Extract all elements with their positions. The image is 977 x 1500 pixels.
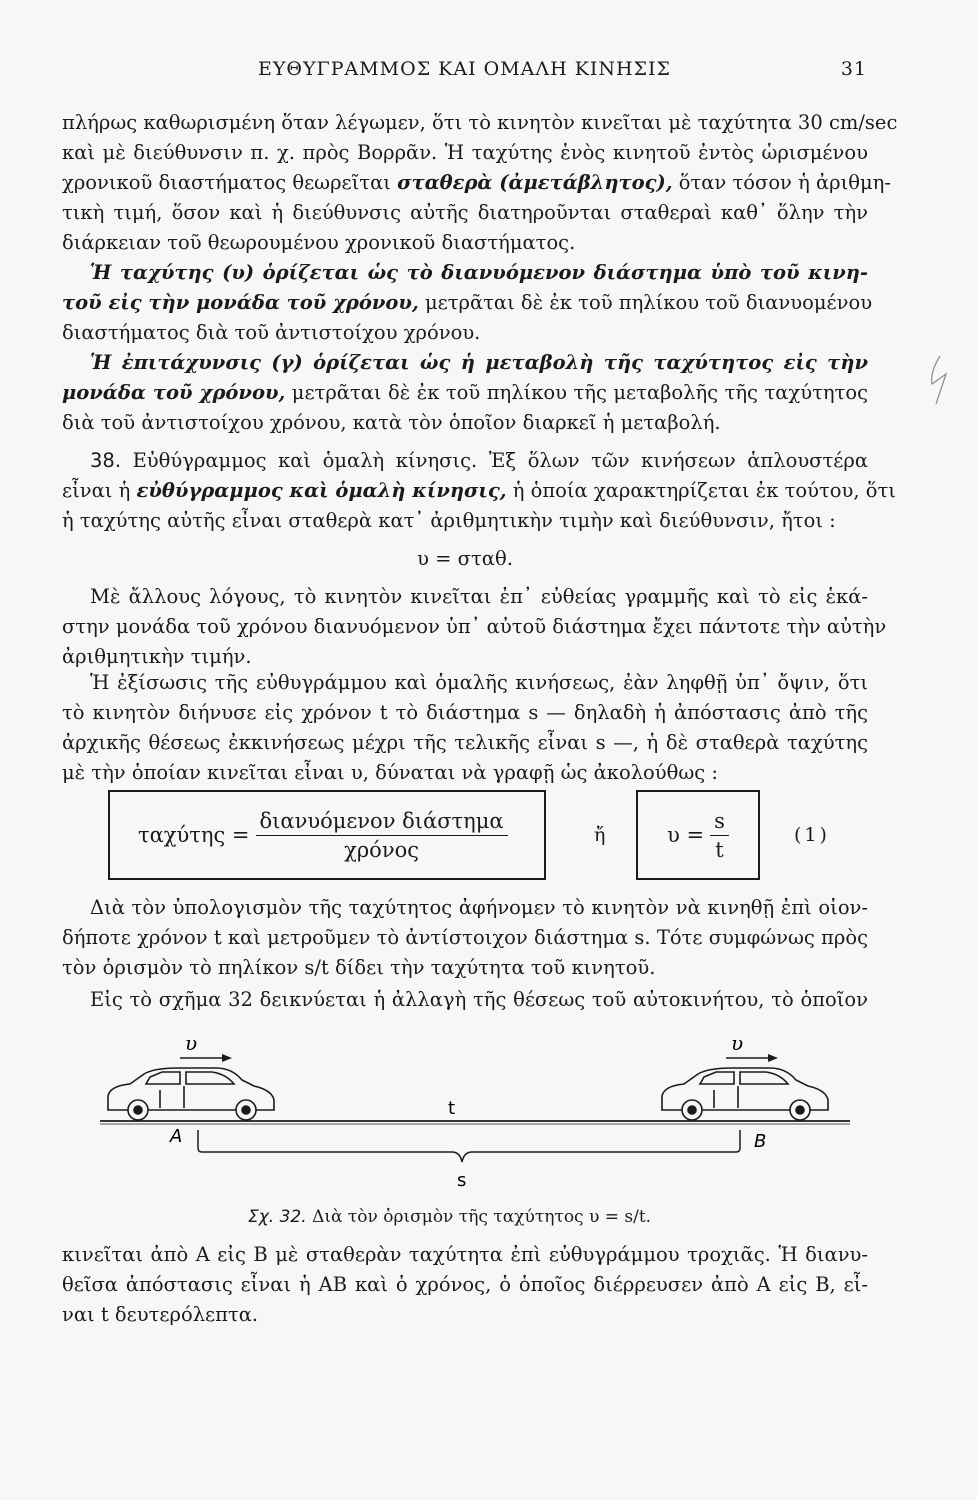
car-right [662,1068,828,1120]
page-number: 31 [840,58,867,80]
figure-caption [248,1207,651,1227]
emphasis-constant: σταθερὰ (ἀμετάβλητος), [397,171,673,194]
text-line: ναι t δευτερόλεπτα. [62,1303,259,1326]
velocity-arrow-left [180,1054,232,1062]
text-line: τικὴ τιμή, ὅσον καὶ ἡ διεύθυνσις αὐτῆς διατηροῦνται σταθεραὶ καθ᾽ ὅλην τὴν [62,201,868,224]
equation-den-t: t [715,837,724,862]
car-left [108,1068,274,1120]
text-line: Ἡ ἐξίσωσις τῆς εὐθυγράμμου καὶ ὁμαλῆς κινήσεως, ἐὰν ληφθῇ ὑπ᾽ ὄψιν, ὅτι [90,671,868,694]
paragraph-acceleration-definition [62,348,868,438]
margin-pencil-mark [918,352,958,412]
chapter-title: ΕΥΘΥΓΡΑΜΜΟΣ ΚΑΙ ΟΜΑΛΗ ΚΙΝΗΣΙΣ [258,58,671,80]
velocity-arrow-right [726,1054,778,1062]
text-line: Ἡ ταχύτης (υ) ὁρίζεται ὡς τὸ διανυόμενον διάστημα ὑπὸ τοῦ κινη- [90,261,868,284]
caption-label: Σχ. 32. [248,1207,307,1227]
text-line: πλήρως καθωρισμένη ὅταν λέγωμεν, ὅτι τὸ κινητὸν κινεῖται μὲ ταχύτητα 30 cm/sec [62,111,898,134]
text-line: διάρκειαν τοῦ θεωρουμένου χρονικοῦ διαστήματος. [62,231,576,254]
text-line: εἶναι ἡ εὐθύγραμμος καὶ ὁμαλὴ κίνησις, ἡ ὁποία χαρακτηρίζεται ἐκ τούτου, ὅτι [62,479,896,502]
text-line: Ἡ ἐπιτάχυνσις (γ) ὁρίζεται ὡς ἡ μεταβολὴ τῆς ταχύτητος εἰς τὴν [90,351,868,374]
paragraph-velocity-definition [62,258,873,348]
text-line: κινεῖται ἀπὸ Α εἰς Β μὲ σταθερὰν ταχύτητα ἐπὶ εὐθυγράμμου τροχιᾶς. Ἡ διανυ- [62,1243,868,1266]
caption-text: Διὰ τὸν ὁρισμὸν τῆς ταχύτητος υ = s/t. [312,1207,652,1227]
paragraph-equation-intro [62,668,868,788]
text-line: ἀρχικῆς θέσεως ἐκκινήσεως μέχρι τῆς τελικῆς εἶναι s —, ἡ δὲ σταθερὰ ταχύτης [62,731,868,754]
text-line: καὶ μὲ διεύθυνσιν π. χ. πρὸς Βορρᾶν. Ἡ ταχύτης ἑνὸς κινητοῦ ἐντὸς ὡρισμένου [62,141,868,164]
velocity-label-right: υ [731,1031,744,1055]
equation-numerator: διανυόμενον διάστημα [256,809,508,836]
text-line: Εἰς τὸ σχῆμα 32 δεικνύεται ἡ ἀλλαγὴ τῆς θέσεως τοῦ αὐτοκινήτου, τὸ ὁποῖον [90,988,868,1011]
text-line: διὰ τοῦ ἀντιστοίχου χρόνου, κατὰ τὸν ὁποῖον διαρκεῖ ἡ μεταβολή. [62,411,721,434]
section-heading-line: 38. Εὐθύγραμμος καὶ ὁμαλὴ κίνησις. Ἐξ ὅλων τῶν κινήσεων ἁπλουστέρα [90,449,869,472]
text-line: χρονικοῦ διαστήματος θεωρεῖται σταθερὰ (ἀμετάβλητος), ὅταν τόσον ἡ ἀριθμη- [62,171,891,194]
equation-num-s: s [710,809,729,836]
paragraph-speed-definition [62,108,898,258]
constant-velocity-formula: υ = σταθ. [417,547,513,570]
paragraph-figure-intro [62,985,868,1015]
text-line: θεῖσα ἀπόστασις εἶναι ἡ ΑΒ καὶ ὁ χρόνος, ὁ ὁποῖος διέρρευσεν ἀπὸ Α εἰς Β, εἶ- [62,1273,868,1296]
point-a-label: A [170,1126,183,1147]
text-line: Μὲ ἄλλους λόγους, τὸ κινητὸν κινεῖται ἐπ᾽ εὐθείας γραμμῆς καὶ τὸ εἰς ἑκά- [90,585,868,608]
text-line: Διὰ τὸν ὑπολογισμὸν τῆς ταχύτητος ἀφήνομεν τὸ κινητὸν νὰ κινηθῇ ἐπὶ οἱον- [90,896,868,919]
distance-label: s [457,1170,467,1191]
equation-lhs-symbol: υ = [667,823,705,847]
paragraph-other-words [62,582,887,672]
text-line: τοῦ εἰς τὴν μονάδα τοῦ χρόνου, μετρᾶται δὲ ἐκ τοῦ πηλίκου τοῦ διανυομένου [62,291,873,314]
symbolic-equation-box [636,790,760,880]
text-line: στην μονάδα τοῦ χρόνου διανυόμενον ὑπ᾽ αὐτοῦ διάστημα ἔχει πάντοτε τὴν αὐτὴν [62,615,887,638]
equation-1 [108,790,868,890]
equation-lhs: ταχύτης = [138,823,250,847]
section-38 [62,446,896,574]
text-line: μὲ τὴν ὁποίαν κινεῖται εἶναι υ, δύναται νὰ γραφῇ ὡς ἀκολούθως : [62,761,718,784]
text-line: διαστήματος διὰ τοῦ ἀντιστοίχου χρόνου. [62,321,481,344]
paragraph-figure-explanation [62,1240,868,1330]
equation-or: ἤ [594,824,606,846]
point-b-label: B [754,1131,767,1152]
distance-brace [198,1130,740,1162]
text-line: ἀριθμητικὴν τιμήν. [62,645,252,668]
verbal-equation-box [108,790,546,880]
text-line: τὸν ὁρισμὸν τὸ πηλίκον s/t δίδει τὴν ταχύτητα τοῦ κινητοῦ. [62,956,656,979]
equation-fraction-symbol [710,809,729,862]
time-label: t [448,1098,456,1119]
text-line: τὸ κινητὸν διήνυσε εἰς χρόνον t τὸ διάστημα s — δηλαδὴ ἡ ἀπόστασις ἀπὸ τῆς [62,701,868,724]
section-title: Εὐθύγραμμος καὶ ὁμαλὴ κίνησις. [132,449,478,472]
text-line: ἡ ταχύτης αὐτῆς εἶναι σταθερὰ κατ᾽ ἀριθμητικὴν τιμὴν καὶ διεύθυνσιν, ἤτοι : [62,509,836,532]
equation-fraction [256,809,508,862]
paragraph-calculation [62,893,868,983]
equation-number: (1) [794,824,830,846]
text-line: δήποτε χρόνον t καὶ μετροῦμεν τὸ ἀντίστοιχον διάστημα s. Τότε συμφώνως πρὸς [62,926,868,949]
section-number: 38. [90,449,122,472]
text-line: μονάδα τοῦ χρόνου, μετρᾶται δὲ ἐκ τοῦ πηλίκου τῆς μεταβολῆς τῆς ταχύτητος [62,381,868,404]
equation-denominator: χρόνος [344,837,419,862]
figure-32-car-motion [100,1030,870,1200]
velocity-label-left: υ [185,1031,198,1055]
